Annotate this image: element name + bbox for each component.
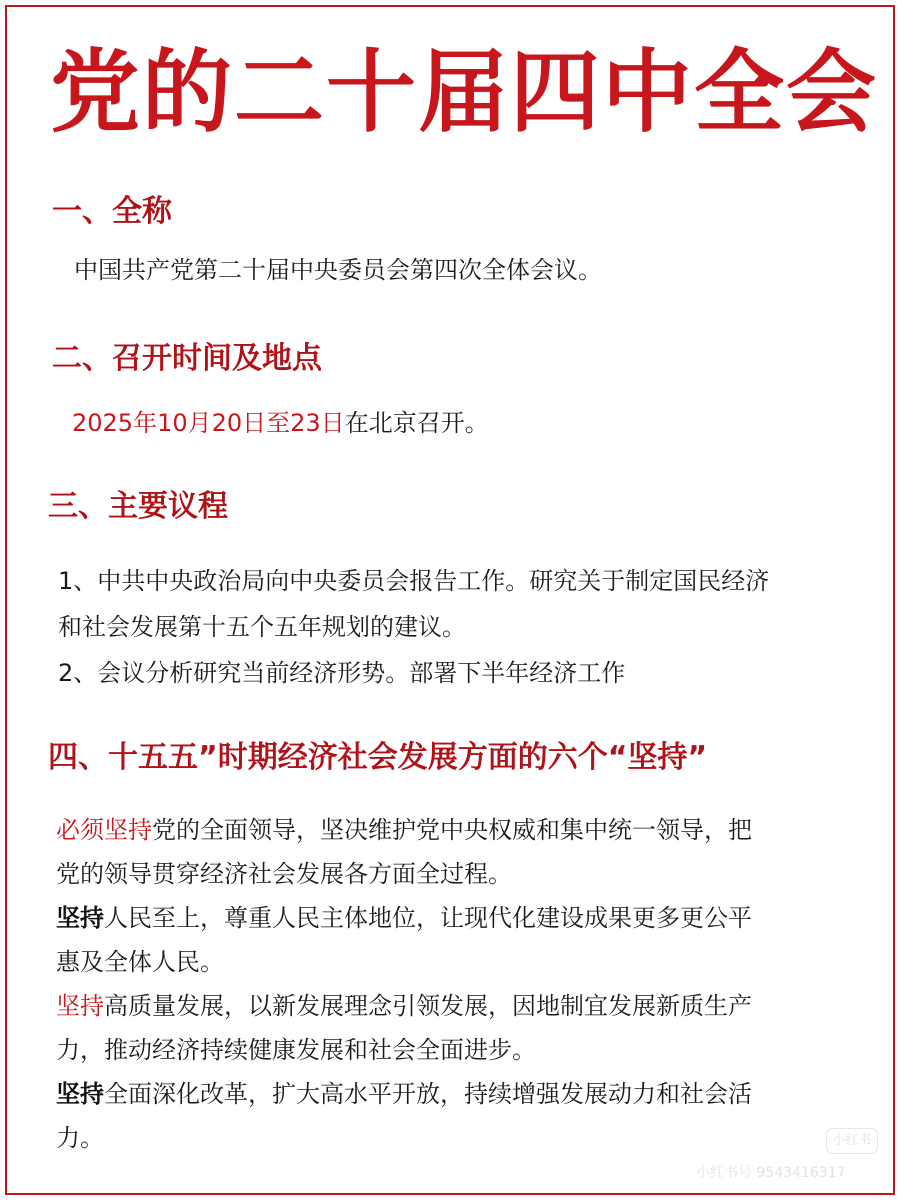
persistence-lead: 坚持 [56,992,104,1020]
persistence-lead: 必须坚持 [56,816,152,844]
section-heading-six-persistences: 四、十五五”时期经济社会发展方面的六个“坚持” [48,740,708,775]
persistence-text: 力，推动经济持续健康发展和社会全面进步。 [56,1036,536,1064]
persistence-lead: 坚持 [56,1080,104,1108]
persistence-text: 力。 [56,1124,104,1152]
persistence-list [56,808,752,1160]
persistence-item [56,1072,752,1160]
persistence-text: 人民至上，尊重人民主体地位，让现代化建设成果更多更公平 [104,904,752,932]
section-body-full-name: 中国共产党第二十届中央委员会第四次全体会议。 [74,256,602,284]
agenda-line: 和社会发展第十五个五年规划的建议。 [58,613,466,641]
persistence-item [56,896,752,984]
persistence-text: 党的领导贯穿经济社会发展各方面全过程。 [56,860,512,888]
persistence-item [56,984,752,1072]
agenda-line: 2、会议分析研究当前经济形势。部署下半年经济工作 [58,659,626,687]
persistence-text: 高质量发展，以新发展理念引领发展，因地制宜发展新质生产 [104,992,752,1020]
meeting-date: 2025年10月20日至23日 [72,409,345,437]
watermark-id: 小红书号 9543416317 [696,1165,846,1181]
meeting-location: 在北京召开。 [344,409,489,437]
watermark-badge: 小红书 [826,1128,878,1154]
persistence-item [56,808,752,896]
section-heading-full-name: 一、全称 [52,194,172,229]
page-title: 党的二十届四中全会 [50,40,878,145]
agenda-line: 1、中共中央政治局向中央委员会报告工作。研究关于制定国民经济 [58,567,770,595]
section-heading-time-place: 二、召开时间及地点 [52,341,322,376]
agenda-list [58,558,769,696]
persistence-lead: 坚持 [56,904,104,932]
section-heading-agenda: 三、主要议程 [48,489,228,524]
persistence-text: 惠及全体人民。 [56,948,224,976]
persistence-text: 全面深化改革，扩大高水平开放，持续增强发展动力和社会活 [104,1080,752,1108]
persistence-text: 党的全面领导，坚决维护党中央权威和集中统一领导，把 [152,816,752,844]
section-body-time-place [72,400,489,446]
